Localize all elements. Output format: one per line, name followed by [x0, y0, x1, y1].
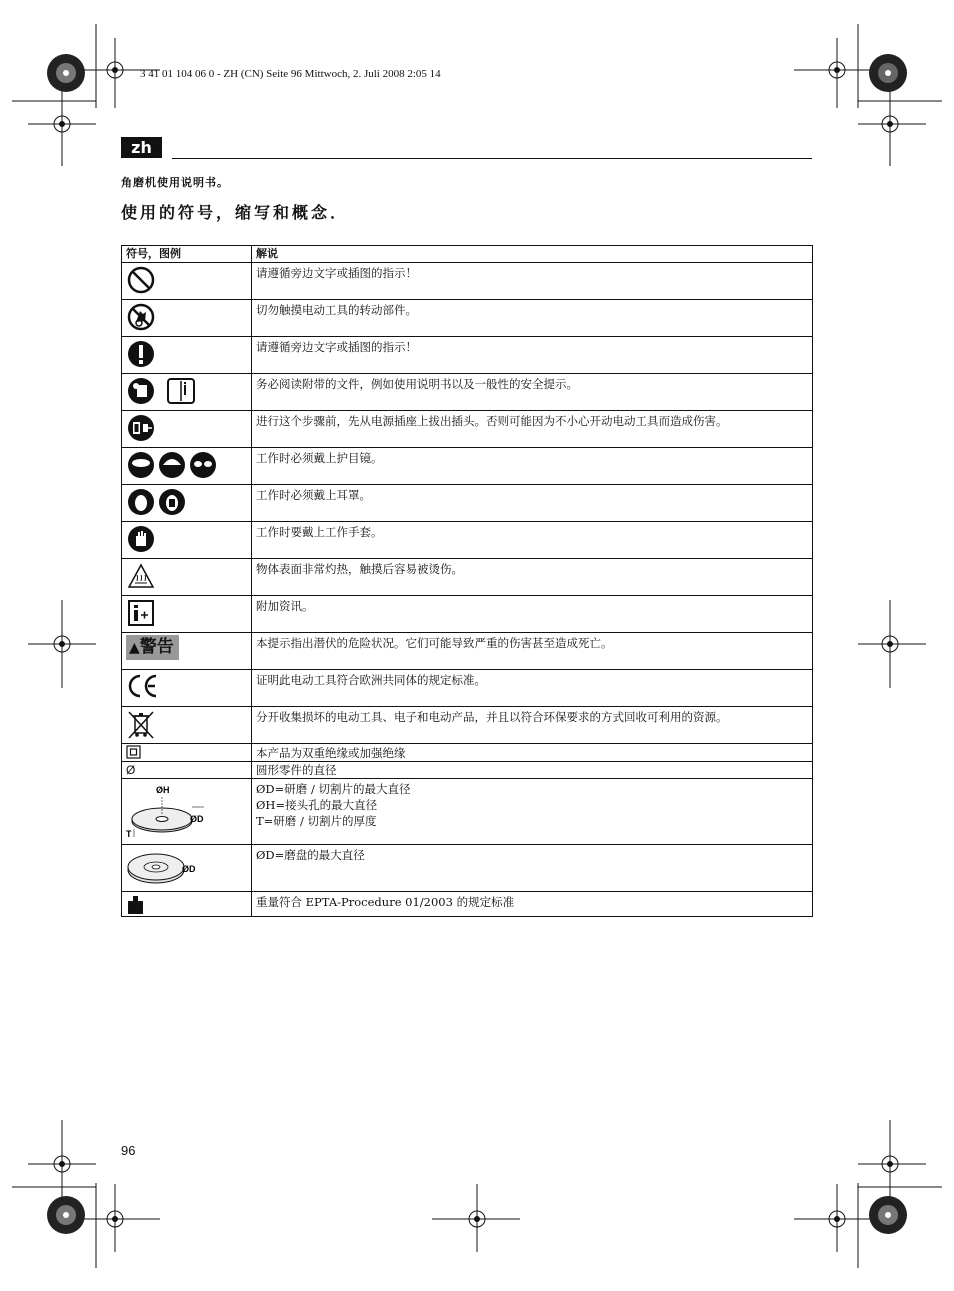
weee-bin-icon	[126, 709, 156, 741]
row-text: 重量符合 EPTA-Procedure 01/2003 的规定标准	[252, 892, 813, 917]
row-text: 进行这个步骤前，先从电源插座上拔出插头。否则可能因为不小心开动电动工具而造成伤害。	[252, 411, 813, 448]
double-insulation-icon	[126, 745, 142, 759]
info-icon	[126, 598, 156, 628]
table-row	[122, 559, 813, 596]
header-rule	[172, 158, 812, 159]
row-text: 附加资讯。	[252, 596, 813, 633]
table-row	[122, 845, 813, 892]
diagram-label-t: T	[126, 829, 132, 839]
weight-icon	[126, 893, 146, 915]
page-number: 96	[121, 1143, 136, 1158]
diagram-label-od: ØD	[182, 864, 196, 874]
row-line: ØD=研磨 / 切割片的最大直径	[256, 782, 411, 796]
print-info: 3 41 01 104 06 0 - ZH (CN) Seite 96 Mittwoch, 2. Juli 2008 2:05 14	[140, 68, 441, 80]
row-text: 务必阅读附带的文件，例如使用说明书以及一般性的安全提示。	[252, 374, 813, 411]
row-text: 分开收集损坏的电动工具、电子和电动产品，并且以符合环保要求的方式回收可利用的资源。	[252, 707, 813, 744]
table-row	[122, 300, 813, 337]
sanding-pad-diagram-icon	[126, 846, 206, 888]
row-text: 请遵循旁边文字或插图的指示！	[252, 337, 813, 374]
table-row	[122, 411, 813, 448]
no-touch-rotating-parts-icon	[126, 302, 156, 332]
row-text: 物体表面非常灼热，触摸后容易被烫伤。	[252, 559, 813, 596]
table-row	[122, 485, 813, 522]
col-explain-header: 解说	[252, 246, 813, 263]
table-row	[122, 744, 813, 762]
row-text: 证明此电动工具符合欧洲共同体的规定标准。	[252, 670, 813, 707]
grinding-disc-diagram-icon	[126, 779, 214, 841]
row-text: 本产品为双重绝缘或加强绝缘	[252, 744, 813, 762]
table-row	[122, 522, 813, 559]
warning-triangle-icon: ▲	[129, 640, 140, 656]
warning-label: 警告	[139, 637, 174, 657]
row-text: 工作时必须戴上耳罩。	[252, 485, 813, 522]
table-row	[122, 448, 813, 485]
diameter-symbol: Ø	[126, 763, 136, 777]
row-text: 工作时必须戴上护目镜。	[252, 448, 813, 485]
symbols-table	[121, 245, 813, 917]
table-row	[122, 707, 813, 744]
table-row	[122, 596, 813, 633]
table-row	[122, 633, 813, 670]
read-manual-icon	[126, 376, 196, 406]
row-text: 请遵循旁边文字或插图的指示！	[252, 263, 813, 300]
table-row	[122, 374, 813, 411]
table-row	[122, 762, 813, 779]
table-row	[122, 670, 813, 707]
ear-protection-icon	[126, 487, 188, 517]
row-line: T=研磨 / 切割片的厚度	[256, 814, 377, 828]
row-text: 圆形零件的直径	[252, 762, 813, 779]
warning-label-icon	[126, 635, 179, 660]
table-row	[122, 892, 813, 917]
row-text: 本提示指出潜伏的危险状况。它们可能导致严重的伤害甚至造成死亡。	[252, 633, 813, 670]
eye-protection-icon	[126, 450, 218, 480]
language-tag: zh	[121, 137, 162, 158]
row-text: 切勿触摸电动工具的转动部件。	[252, 300, 813, 337]
hot-surface-icon	[126, 561, 156, 591]
exclamation-icon	[126, 339, 156, 369]
gloves-icon	[126, 524, 156, 554]
table-row	[122, 779, 813, 845]
ce-mark-icon	[126, 672, 160, 700]
prohibition-icon	[126, 265, 156, 295]
table-row	[122, 337, 813, 374]
document-subtitle: 角磨机使用说明书。	[121, 176, 229, 189]
diagram-label-oh: ØH	[156, 785, 170, 795]
row-line: ØH=接头孔的最大直径	[256, 798, 378, 812]
row-text: 工作时要戴上工作手套。	[252, 522, 813, 559]
table-header-row	[122, 246, 813, 263]
row-text: ØD=磨盘的最大直径	[252, 845, 813, 892]
table-row	[122, 263, 813, 300]
section-title: 使用的符号，缩写和概念．	[121, 203, 350, 222]
unplug-icon	[126, 413, 156, 443]
col-symbol-header: 符号，图例	[122, 246, 252, 263]
diagram-label-od: ØD	[190, 814, 204, 824]
